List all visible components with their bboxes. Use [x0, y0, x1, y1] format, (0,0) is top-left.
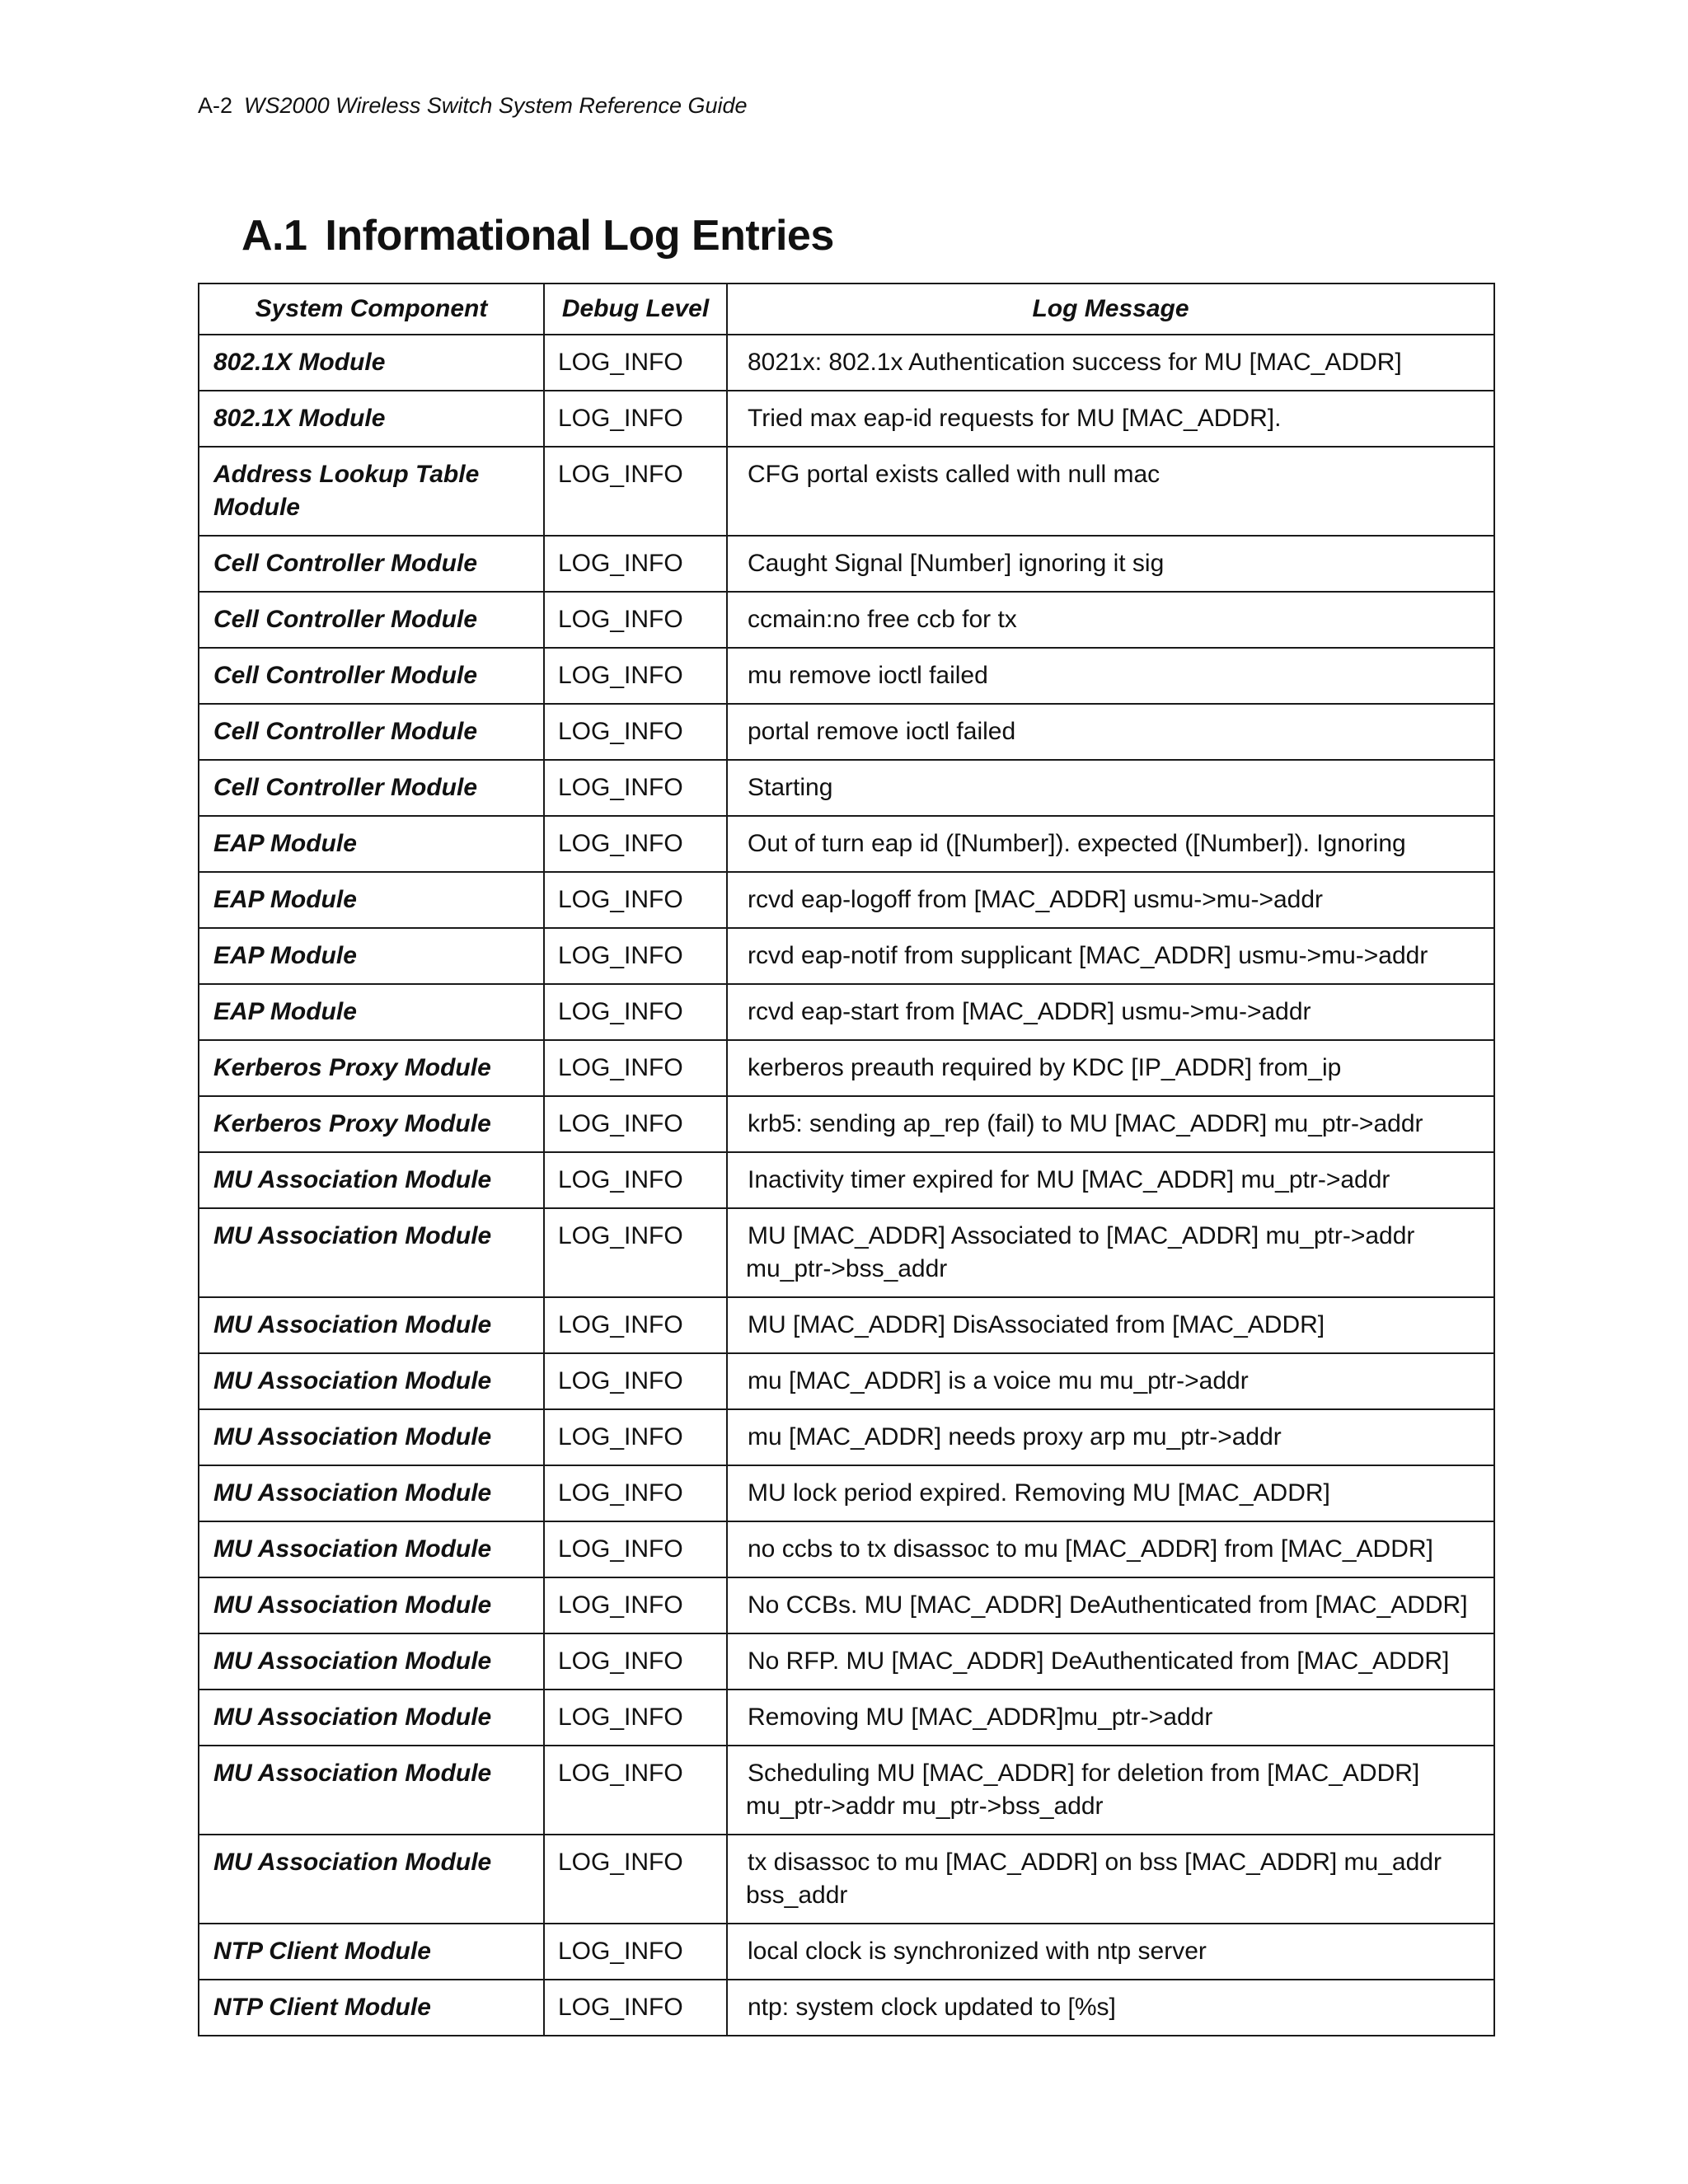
- debug-level-cell: LOG_INFO: [544, 1577, 727, 1633]
- debug-level-cell: LOG_INFO: [544, 1980, 727, 2036]
- debug-level-cell: LOG_INFO: [544, 928, 727, 984]
- table-row: [199, 648, 1494, 704]
- system-component-cell: MU Association Module: [199, 1152, 544, 1208]
- log-message-cell: rcvd eap-notif from supplicant [MAC_ADDR] usmu->mu->addr: [727, 928, 1494, 984]
- column-header-debug-level: Debug Level: [544, 284, 727, 335]
- table-row: [199, 704, 1494, 760]
- system-component-cell: Cell Controller Module: [199, 592, 544, 648]
- system-component-cell: EAP Module: [199, 984, 544, 1040]
- system-component-cell: MU Association Module: [199, 1297, 544, 1353]
- system-component-cell: MU Association Module: [199, 1577, 544, 1633]
- debug-level-cell: LOG_INFO: [544, 1297, 727, 1353]
- table-row: [199, 872, 1494, 928]
- debug-level-cell: LOG_INFO: [544, 760, 727, 816]
- table-row: [199, 1633, 1494, 1690]
- debug-level-cell: LOG_INFO: [544, 1208, 727, 1297]
- debug-level-cell: LOG_INFO: [544, 1521, 727, 1577]
- log-message-cell: ccmain:no free ccb for tx: [727, 592, 1494, 648]
- system-component-cell: MU Association Module: [199, 1690, 544, 1746]
- page-number: A-2: [198, 93, 233, 118]
- system-component-cell: Cell Controller Module: [199, 760, 544, 816]
- debug-level-cell: LOG_INFO: [544, 391, 727, 447]
- log-message-cell: Out of turn eap id ([Number]). expected ([Number]). Ignoring: [727, 816, 1494, 872]
- table-row: [199, 391, 1494, 447]
- section-title: [241, 206, 834, 265]
- system-component-cell: Cell Controller Module: [199, 536, 544, 592]
- system-component-cell: Kerberos Proxy Module: [199, 1040, 544, 1096]
- log-message-cell: Tried max eap-id requests for MU [MAC_ADDR].: [727, 391, 1494, 447]
- system-component-cell: MU Association Module: [199, 1633, 544, 1690]
- log-message-cell: mu [MAC_ADDR] needs proxy arp mu_ptr->addr: [727, 1409, 1494, 1465]
- debug-level-cell: LOG_INFO: [544, 1924, 727, 1980]
- system-component-cell: 802.1X Module: [199, 335, 544, 391]
- log-entries-table: [198, 283, 1495, 2036]
- table-row: [199, 1040, 1494, 1096]
- system-component-cell: 802.1X Module: [199, 391, 544, 447]
- log-message-cell: rcvd eap-logoff from [MAC_ADDR] usmu->mu->addr: [727, 872, 1494, 928]
- system-component-cell: Kerberos Proxy Module: [199, 1096, 544, 1152]
- log-message-cell: kerberos preauth required by KDC [IP_ADDR] from_ip: [727, 1040, 1494, 1096]
- table-row: [199, 1409, 1494, 1465]
- table-row: [199, 816, 1494, 872]
- log-message-cell: rcvd eap-start from [MAC_ADDR] usmu->mu->addr: [727, 984, 1494, 1040]
- system-component-cell: EAP Module: [199, 816, 544, 872]
- log-message-cell: No CCBs. MU [MAC_ADDR] DeAuthenticated from [MAC_ADDR]: [727, 1577, 1494, 1633]
- system-component-cell: MU Association Module: [199, 1465, 544, 1521]
- log-message-cell: portal remove ioctl failed: [727, 704, 1494, 760]
- debug-level-cell: LOG_INFO: [544, 1835, 727, 1924]
- debug-level-cell: LOG_INFO: [544, 648, 727, 704]
- debug-level-cell: LOG_INFO: [544, 1152, 727, 1208]
- debug-level-cell: LOG_INFO: [544, 1040, 727, 1096]
- table-row: [199, 1924, 1494, 1980]
- debug-level-cell: LOG_INFO: [544, 1096, 727, 1152]
- debug-level-cell: LOG_INFO: [544, 1690, 727, 1746]
- debug-level-cell: LOG_INFO: [544, 704, 727, 760]
- system-component-cell: EAP Module: [199, 928, 544, 984]
- table-row: [199, 1746, 1494, 1835]
- log-message-cell: local clock is synchronized with ntp server: [727, 1924, 1494, 1980]
- system-component-cell: NTP Client Module: [199, 1980, 544, 2036]
- log-message-cell: krb5: sending ap_rep (fail) to MU [MAC_ADDR] mu_ptr->addr: [727, 1096, 1494, 1152]
- system-component-cell: MU Association Module: [199, 1208, 544, 1297]
- table-row: [199, 1208, 1494, 1297]
- section-heading-text: Informational Log Entries: [325, 212, 834, 260]
- debug-level-cell: LOG_INFO: [544, 592, 727, 648]
- system-component-cell: MU Association Module: [199, 1521, 544, 1577]
- log-message-cell: Caught Signal [Number] ignoring it sig: [727, 536, 1494, 592]
- log-message-cell: 8021x: 802.1x Authentication success for MU [MAC_ADDR]: [727, 335, 1494, 391]
- column-header-log-message: Log Message: [727, 284, 1494, 335]
- table-row: [199, 447, 1494, 536]
- guide-title: WS2000 Wireless Switch System Reference Guide: [244, 93, 748, 118]
- log-message-cell: Scheduling MU [MAC_ADDR] for deletion from [MAC_ADDR] mu_ptr->addr mu_ptr->bss_addr: [727, 1746, 1494, 1835]
- table-row: [199, 760, 1494, 816]
- system-component-cell: MU Association Module: [199, 1835, 544, 1924]
- debug-level-cell: LOG_INFO: [544, 984, 727, 1040]
- table-row: [199, 928, 1494, 984]
- table-row: [199, 1465, 1494, 1521]
- system-component-cell: NTP Client Module: [199, 1924, 544, 1980]
- system-component-cell: MU Association Module: [199, 1409, 544, 1465]
- system-component-cell: Cell Controller Module: [199, 648, 544, 704]
- table-row: [199, 1152, 1494, 1208]
- debug-level-cell: LOG_INFO: [544, 816, 727, 872]
- column-header-system-component: System Component: [199, 284, 544, 335]
- system-component-cell: Cell Controller Module: [199, 704, 544, 760]
- debug-level-cell: LOG_INFO: [544, 447, 727, 536]
- system-component-cell: EAP Module: [199, 872, 544, 928]
- debug-level-cell: LOG_INFO: [544, 335, 727, 391]
- table-row: [199, 592, 1494, 648]
- log-message-cell: MU lock period expired. Removing MU [MAC_ADDR]: [727, 1465, 1494, 1521]
- table-row: [199, 1835, 1494, 1924]
- table-row: [199, 1096, 1494, 1152]
- system-component-cell: MU Association Module: [199, 1353, 544, 1409]
- log-message-cell: ntp: system clock updated to [%s]: [727, 1980, 1494, 2036]
- debug-level-cell: LOG_INFO: [544, 1465, 727, 1521]
- log-message-cell: Inactivity timer expired for MU [MAC_ADDR] mu_ptr->addr: [727, 1152, 1494, 1208]
- running-header: [198, 91, 748, 120]
- log-message-cell: no ccbs to tx disassoc to mu [MAC_ADDR] from [MAC_ADDR]: [727, 1521, 1494, 1577]
- log-message-cell: tx disassoc to mu [MAC_ADDR] on bss [MAC_ADDR] mu_addr bss_addr: [727, 1835, 1494, 1924]
- table-row: [199, 1521, 1494, 1577]
- debug-level-cell: LOG_INFO: [544, 1409, 727, 1465]
- table-row: [199, 984, 1494, 1040]
- section-number: A.1: [241, 212, 307, 260]
- debug-level-cell: LOG_INFO: [544, 1633, 727, 1690]
- log-message-cell: mu remove ioctl failed: [727, 648, 1494, 704]
- debug-level-cell: LOG_INFO: [544, 872, 727, 928]
- system-component-cell: Address Lookup Table Module: [199, 447, 544, 536]
- log-message-cell: MU [MAC_ADDR] Associated to [MAC_ADDR] mu_ptr->addr mu_ptr->bss_addr: [727, 1208, 1494, 1297]
- table-row: [199, 1980, 1494, 2036]
- debug-level-cell: LOG_INFO: [544, 1353, 727, 1409]
- table-row: [199, 1297, 1494, 1353]
- log-message-cell: CFG portal exists called with null mac: [727, 447, 1494, 536]
- table-header-row: [199, 284, 1494, 335]
- log-message-cell: Removing MU [MAC_ADDR]mu_ptr->addr: [727, 1690, 1494, 1746]
- system-component-cell: MU Association Module: [199, 1746, 544, 1835]
- debug-level-cell: LOG_INFO: [544, 536, 727, 592]
- table-row: [199, 1353, 1494, 1409]
- table-body: [199, 335, 1494, 2036]
- debug-level-cell: LOG_INFO: [544, 1746, 727, 1835]
- log-message-cell: No RFP. MU [MAC_ADDR] DeAuthenticated from [MAC_ADDR]: [727, 1633, 1494, 1690]
- table-row: [199, 335, 1494, 391]
- log-message-cell: MU [MAC_ADDR] DisAssociated from [MAC_ADDR]: [727, 1297, 1494, 1353]
- table-row: [199, 536, 1494, 592]
- log-message-cell: Starting: [727, 760, 1494, 816]
- table-row: [199, 1690, 1494, 1746]
- log-message-cell: mu [MAC_ADDR] is a voice mu mu_ptr->addr: [727, 1353, 1494, 1409]
- table-row: [199, 1577, 1494, 1633]
